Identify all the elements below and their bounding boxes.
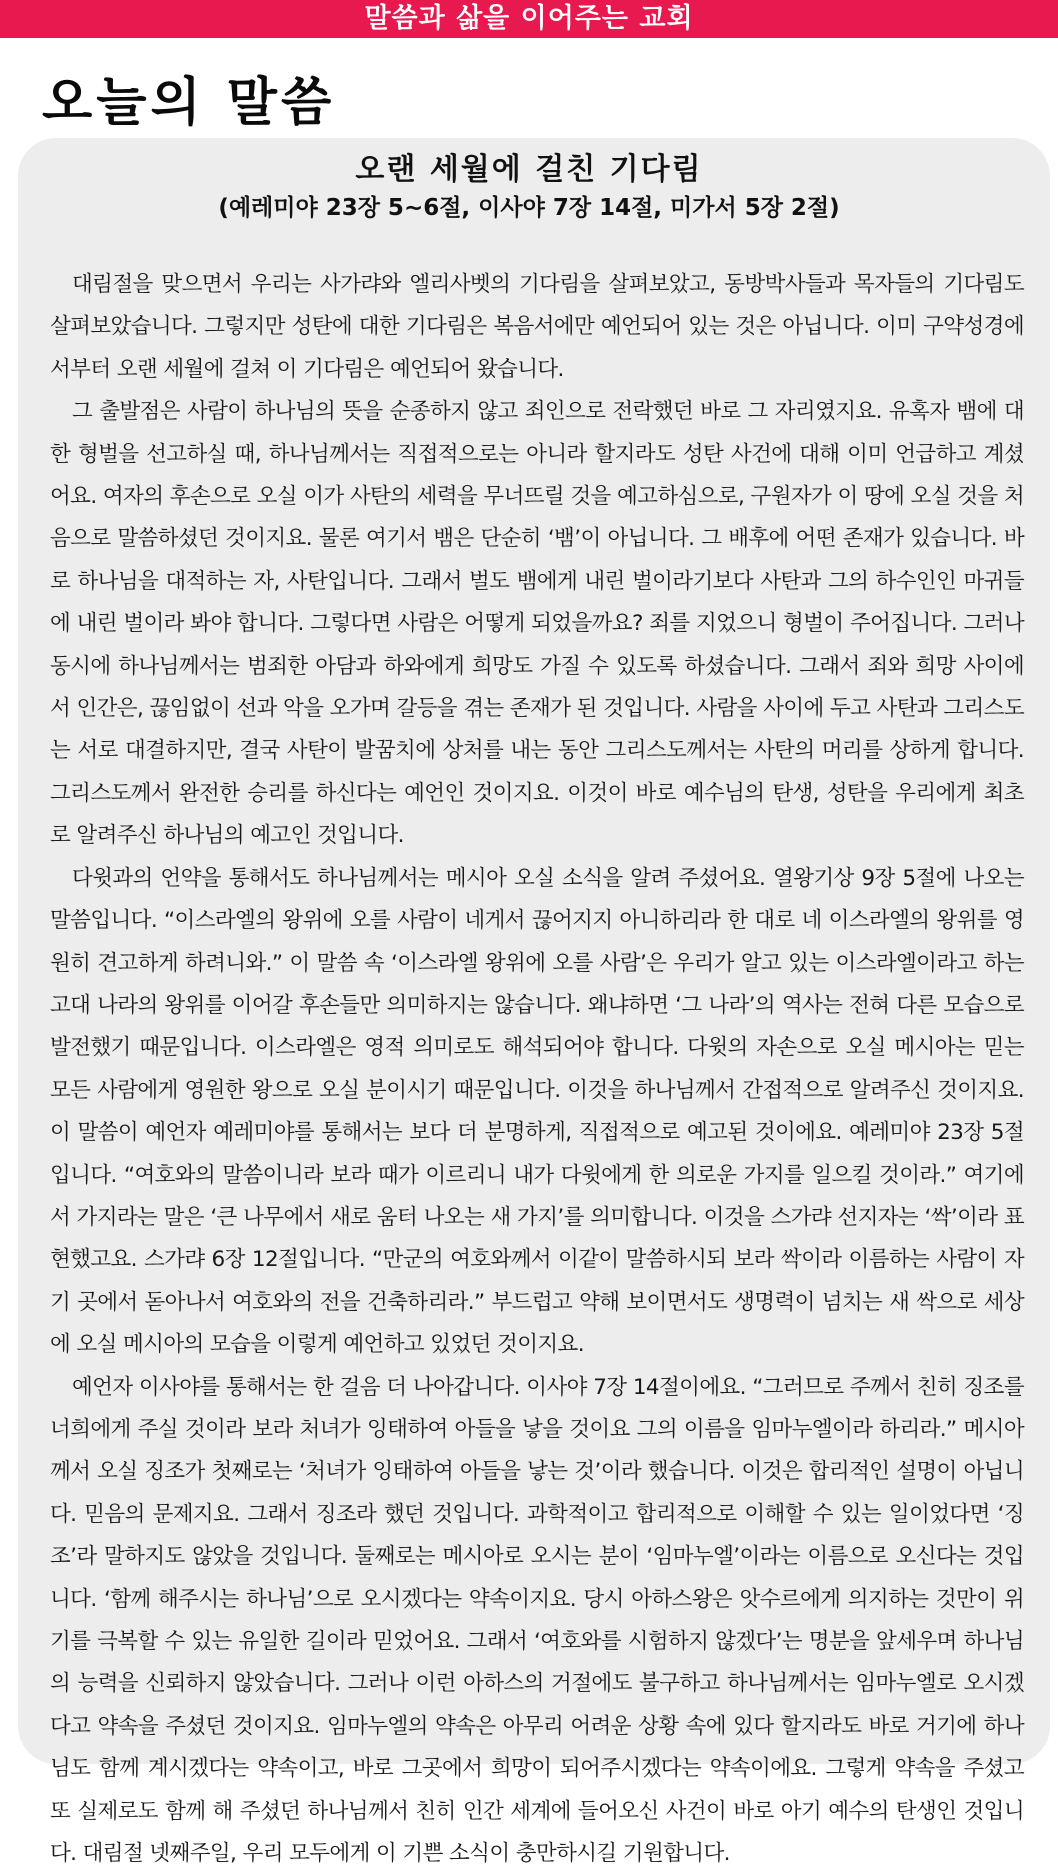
sermon-paragraph: 그 출발점은 사람이 하나님의 뜻을 순종하지 않고 죄인으로 전락했던 바로 그 자리였지요. 유혹자 뱀에 대한 형벌을 선고하실 때, 하나님께서는 직접적으로는 아니라 할지라도 성탄 사건에 대해 이미 언급하고 계셨어요. 여자의 후손으로 오실 이가 사탄의 세력을 무너뜨릴 것을 예고하심으로, 구원자가 이 땅에 오실 것을 처음으로 말씀하셨던 것이지요. 물론 여기서 뱀은 단순히 ‘뱀’이 아닙니다. 그 배후에 어떤 존재가 있습니다. 바로 하나님을 대적하는 자, 사탄입니다. 그래서 벌도 뱀에게 내린 벌이라기보다 사탄과 그의 하수인인 마귀들에 내린 벌이라 봐야 합니다. 그렇다면 사람은 어떻게 되었을까요? 죄를 지었으니 형벌이 주어집니다. 그러나 동시에 하나님께서는 범죄한 아담과 하와에게 희망도 가질 수 있도록 하셨습니다. 그래서 죄와 희망 사이에서 인간은, 끊임없이 선과 악을 오가며 갈등을 겪는 존재가 된 것입니다. 사람을 사이에 두고 사탄과 그리스도는 서로 대결하지만, 결국 사탄이 발꿈치에 상처를 내는 동안 그리스도께서는 사탄의 머리를 상하게 합니다. 그리스도께서 완전한 승리를 하신다는 예언인 것이지요. 이것이 바로 예수님의 탄생, 성탄을 우리에게 최초로 알려주신 하나님의 예고인 것입니다.	[50, 399, 1024, 849]
sermon-paragraph: 다윗과의 언약을 통해서도 하나님께서는 메시아 오실 소식을 알려 주셨어요. 열왕기상 9장 5절에 나오는 말씀입니다. “이스라엘의 왕위에 오를 사람이 네게서 끊어지지 아니하리라 한 대로 네 이스라엘의 왕위를 영원히 견고하게 하려니와.” 이 말씀 속 ‘이스라엘 왕위에 오를 사람’은 우리가 알고 있는 이스라엘이라고 하는 고대 나라의 왕위를 이어갈 후손들만 의미하지는 않습니다. 왜냐하면 ‘그 나라’의 역사는 전혀 다른 모습으로 발전했기 때문입니다. 이스라엘은 영적 의미로도 해석되어야 합니다. 다윗의 자손으로 오실 메시아는 믿는 모든 사람에게 영원한 왕으로 오실 분이시기 때문입니다. 이것을 하나님께서 간접적으로 알려주신 것이지요. 이 말씀이 예언자 예레미야를 통해서는 보다 더 분명하게, 직접적으로 예고된 것이에요. 예레미야 23장 5절입니다. “여호와의 말씀이니라 보라 때가 이르리니 내가 다윗에게 한 의로운 가지를 일으킬 것이라.” 여기에서 가지라는 말은 ‘큰 나무에서 새로 움터 나오는 새 가지’를 의미합니다. 이것을 스가랴 선지자는 ‘싹’이라 표현했고요. 스가랴 6장 12절입니다. “만군의 여호와께서 이같이 말씀하시되 보라 싹이라 이름하는 사람이 자기 곳에서 돋아나서 여호와의 전을 건축하리라.” 부드럽고 약해 보이면서도 생명력이 넘치는 새 싹으로 세상에 오실 메시아의 모습을 이렇게 예언하고 있었던 것이지요.	[50, 865, 1024, 1358]
church-slogan-banner: 말씀과 삶을 이어주는 교회	[0, 0, 1058, 38]
section-title: 오늘의 말씀	[42, 73, 336, 133]
sermon-paragraph: 대림절을 맞으면서 우리는 사가랴와 엘리사벳의 기다림을 살펴보았고, 동방박사들과 목자들의 기다림도 살펴보았습니다. 그렇지만 성탄에 대한 기다림은 복음서에만 예언되어 있는 것은 아닙니다. 이미 구약성경에서부터 오랜 세월에 걸쳐 이 기다림은 예언되어 왔습니다.	[50, 272, 1024, 382]
sermon-title: 오랜 세월에 걸친 기다림	[355, 152, 703, 187]
sermon-paragraph: 예언자 이사야를 통해서는 한 걸음 더 나아갑니다. 이사야 7장 14절이에요. “그러므로 주께서 친히 징조를 너희에게 주실 것이라 보라 처녀가 잉태하여 아들을 낳을 것이요 그의 이름을 임마누엘이라 하리라.” 메시아께서 오실 징조가 첫째로는 ‘처녀가 잉태하여 아들을 낳는 것’이라 했습니다. 이것은 합리적인 설명이 아닙니다. 믿음의 문제지요. 그래서 징조라 했던 것입니다. 과학적이고 합리적으로 이해할 수 있는 일이었다면 ‘징조’라 말하지도 않았을 것입니다. 둘째로는 메시아로 오시는 분이 ‘임마누엘’이라는 이름으로 오신다는 것입니다. ‘함께 해주시는 하나님’으로 오시겠다는 약속이지요. 당시 아하스왕은 앗수르에게 의지하는 것만이 위기를 극복할 수 있는 유일한 길이라 믿었어요. 그래서 ‘여호와를 시험하지 않겠다’는 명분을 앞세우며 하나님의 능력을 신뢰하지 않았습니다. 그러나 이런 아하스의 거절에도 불구하고 하나님께서는 임마누엘로 오시겠다고 약속을 주셨던 것이지요. 임마누엘의 약속은 아무리 어려운 상황 속에 있다 할지라도 바로 거기에 하나님도 함께 계시겠다는 약속이고, 바로 그곳에서 희망이 되어주시겠다는 약속이에요. 그렇게 약속을 주셨고 또 실제로도 함께 해 주셨던 하나님께서 친히 인간 세계에 들어오신 사건이 바로 아기 예수의 탄생인 것입니다. 대림절 넷째주일, 우리 모두에게 이 기쁜 소식이 충만하시길 기원합니다.	[50, 1374, 1024, 1867]
sermon-body	[50, 264, 1024, 1875]
scripture-reference: (예레미야 23장 5~6절, 이사야 7장 14절, 미가서 5장 2절)	[218, 195, 840, 221]
